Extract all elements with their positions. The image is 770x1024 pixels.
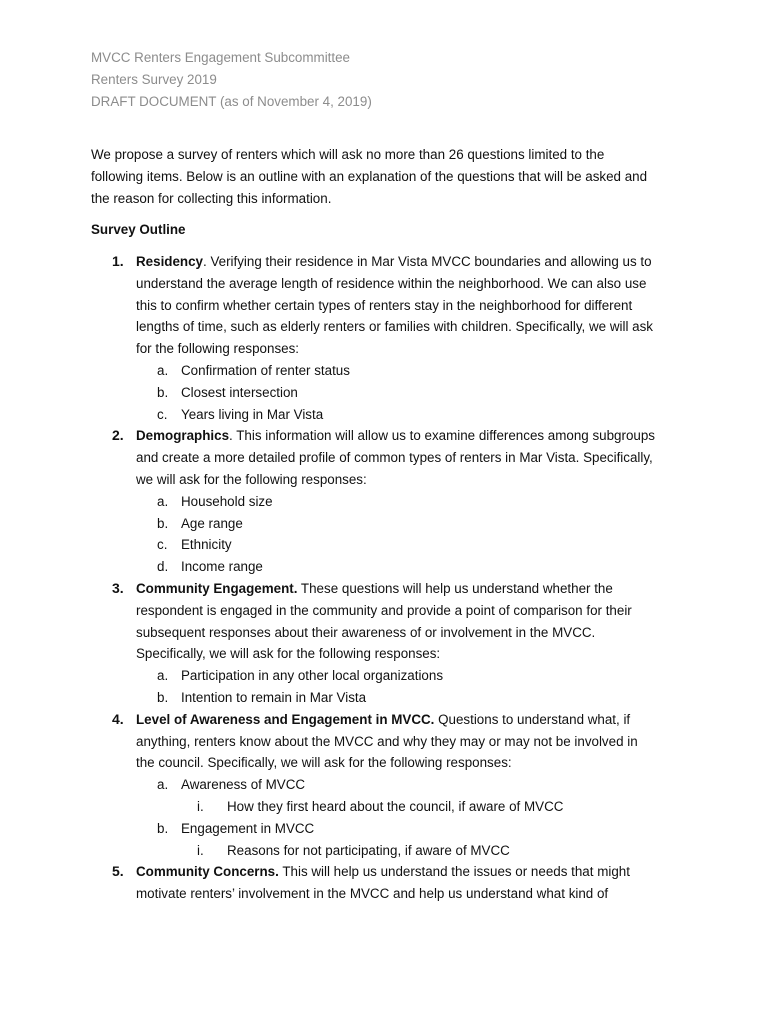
- outline-item-heading: Community Engagement.: [136, 580, 298, 596]
- outline-item: [91, 425, 691, 578]
- outline-item: [91, 251, 691, 425]
- outline-item-heading: Level of Awareness and Engagement in MVCC.: [136, 711, 435, 727]
- sub-item-marker: a.: [157, 777, 169, 793]
- sub-item: [91, 513, 691, 535]
- outline-item-line: and create a more detailed profile of common types of renters in Mar Vista. Specifically,: [136, 450, 653, 466]
- sub-item-text: Confirmation of renter status: [181, 362, 350, 378]
- sub-sub-item: [91, 840, 691, 862]
- outline-item-line: for the following responses:: [136, 341, 300, 357]
- sub-item: [91, 534, 691, 556]
- sub-sub-item-marker: i.: [197, 798, 204, 814]
- sub-item: [91, 774, 691, 796]
- header-survey: Renters Survey 2019: [91, 71, 217, 87]
- outline-item-number: 4.: [112, 710, 124, 727]
- sub-item-marker: b.: [157, 820, 169, 836]
- sub-item-text: Years living in Mar Vista: [181, 406, 324, 422]
- outline-item: [91, 709, 691, 862]
- sub-item: [91, 818, 691, 840]
- sub-item-marker: a.: [157, 362, 169, 378]
- sub-item: [91, 404, 691, 426]
- sub-item-text: Awareness of MVCC: [181, 777, 306, 793]
- document-header: [91, 47, 372, 112]
- outline-item-line: lengths of time, such as elderly renters or families with children. Specifically, we will ask: [136, 319, 653, 335]
- sub-item-marker: b.: [157, 384, 169, 400]
- sub-item-text: Household size: [181, 493, 273, 509]
- outline-item: [91, 861, 691, 905]
- sub-item-text: Ethnicity: [181, 537, 232, 553]
- intro-line: following items. Below is an outline with an explanation of the questions that will be asked and: [91, 168, 648, 184]
- outline-item-line: anything, renters know about the MVCC and why they may or may not be involved in: [136, 733, 638, 749]
- sub-item-marker: a.: [157, 493, 169, 509]
- sub-item-text: Closest intersection: [181, 384, 298, 400]
- outline-item-first-line: [136, 578, 691, 600]
- sub-item: [91, 556, 691, 578]
- outline-item-line: the council. Specifically, we will ask for the following responses:: [136, 755, 512, 771]
- sub-item-text: Age range: [181, 515, 243, 531]
- outline-item-line: we will ask for the following responses:: [136, 471, 367, 487]
- sub-sub-item-text: How they first heard about the council, if aware of MVCC: [227, 798, 564, 814]
- outline-item-number: 1.: [112, 253, 124, 269]
- outline-item-line: motivate renters’ involvement in the MVCC and help us understand what kind of: [136, 886, 609, 902]
- outline-item-line: Specifically, we will ask for the following responses:: [136, 646, 441, 662]
- sub-item: [91, 382, 691, 404]
- outline-item-heading: Demographics: [136, 428, 230, 444]
- intro-line: We propose a survey of renters which will ask no more than 26 questions limited to the: [91, 147, 605, 162]
- intro-line: the reason for collecting this information.: [91, 190, 332, 206]
- survey-outline-heading: Survey Outline: [91, 222, 186, 237]
- sub-item-text: Participation in any other local organizations: [181, 668, 444, 684]
- sub-item: [91, 360, 691, 382]
- sub-item-marker: b.: [157, 515, 169, 531]
- sub-item-text: Income range: [181, 559, 263, 575]
- outline-item-number: 3.: [112, 579, 124, 596]
- sub-item-text: Intention to remain in Mar Vista: [181, 689, 367, 705]
- outline-item-heading: Community Concerns.: [136, 864, 279, 880]
- sub-sub-item-text: Reasons for not participating, if aware of MVCC: [227, 842, 510, 858]
- outline-item-text: This will help us understand the issues or needs that might: [278, 864, 630, 880]
- sub-item-text: Engagement in MVCC: [181, 820, 315, 836]
- sub-sub-item-marker: i.: [197, 842, 204, 858]
- survey-outline-list: [91, 251, 691, 905]
- sub-item-marker: d.: [157, 559, 169, 575]
- sub-item: [91, 665, 691, 687]
- sub-item-marker: a.: [157, 668, 169, 684]
- sub-sub-item: [91, 796, 691, 818]
- outline-item-heading: Residency: [136, 254, 203, 269]
- outline-item-first-line: [136, 425, 691, 447]
- outline-item-first-line: [136, 861, 691, 883]
- sub-item-marker: c.: [157, 406, 168, 422]
- header-draft-status: DRAFT DOCUMENT (as of November 4, 2019): [91, 93, 372, 109]
- outline-item-line: subsequent responses about their awareness of or involvement in the MVCC.: [136, 624, 596, 640]
- outline-item-text: These questions will help us understand whether the: [297, 580, 613, 596]
- outline-item-text: . Verifying their residence in Mar Vista MVCC boundaries and allowing us to: [203, 254, 652, 269]
- outline-item: [91, 578, 691, 709]
- sub-item: [91, 687, 691, 709]
- intro-paragraph: [91, 144, 691, 209]
- outline-item-text: Questions to understand what, if: [434, 711, 631, 727]
- outline-item-first-line: [136, 251, 691, 273]
- sub-item: [91, 491, 691, 513]
- outline-item-text: . This information will allow us to examine differences among subgroups: [229, 428, 656, 444]
- sub-item-marker: c.: [157, 537, 168, 553]
- outline-item-first-line: [136, 709, 691, 731]
- outline-item-line: this to confirm whether certain types of renters stay in the neighborhood for different: [136, 297, 633, 313]
- outline-item-line: understand the average length of residence within the neighborhood. We can also use: [136, 275, 647, 291]
- outline-item-line: respondent is engaged in the community and provide a point of comparison for their: [136, 602, 632, 618]
- sub-item-marker: b.: [157, 689, 169, 705]
- outline-item-number: 5.: [112, 863, 124, 880]
- outline-item-number: 2.: [112, 427, 124, 444]
- header-committee: MVCC Renters Engagement Subcommittee: [91, 50, 350, 65]
